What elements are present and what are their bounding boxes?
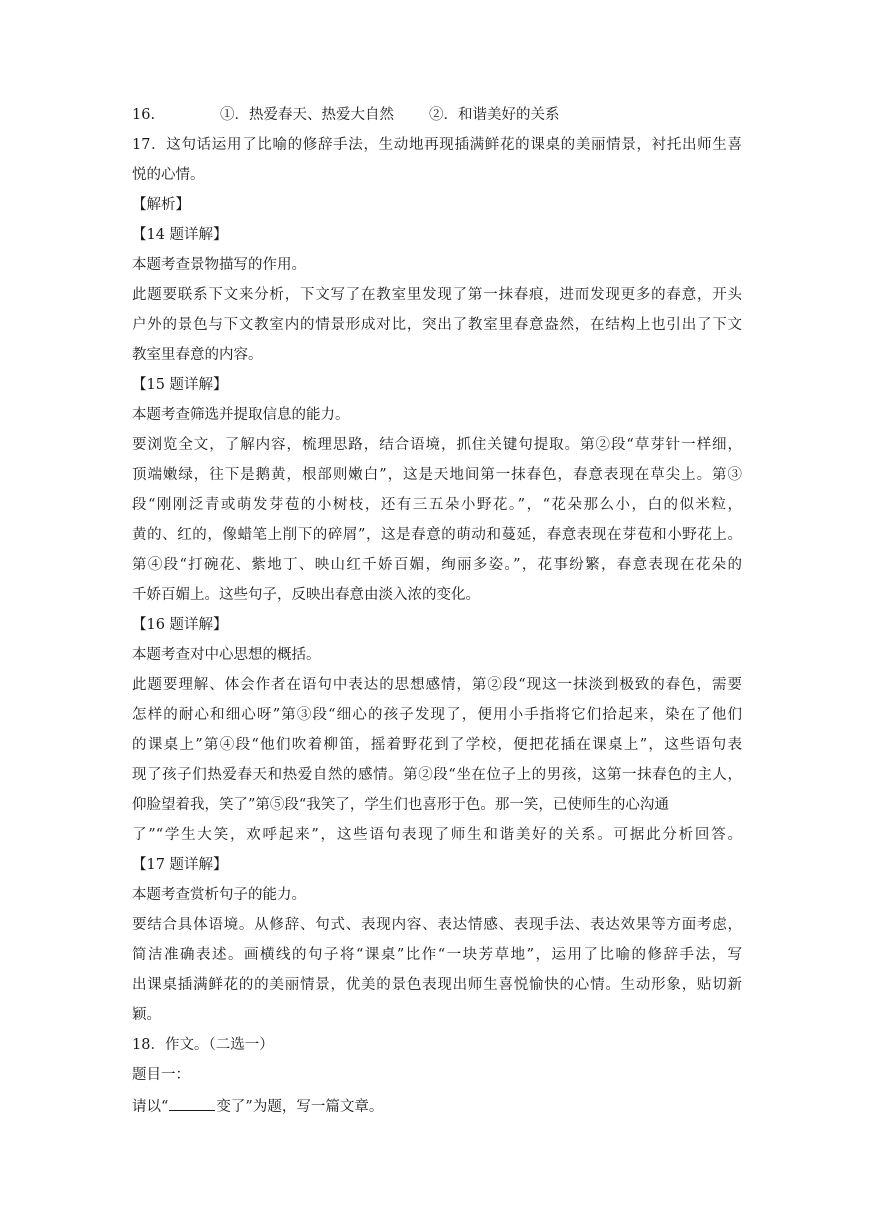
section-16-line: 了”“学生大笑，欢呼起来”，这些语句表现了师生和谐美好的关系。可据此分析回答。 [132,827,742,843]
q18-prompt-before: 请以“ [132,1099,169,1115]
section-15-line: 段“刚刚泛青或萌发芽苞的小树枝，还有三五朵小野花。”，“花朵那么小，白的似米粒， [132,497,742,513]
fill-in-blank [169,1096,215,1111]
section-17-line: 要结合具体语境。从修辞、句式、表现内容、表达情感、表现手法、表达效果等方面考虑， [132,917,742,933]
analysis-heading: 【解析】 [132,197,190,213]
section-16-line: 本题考查对中心思想的概括。 [132,647,321,663]
section-17-line: 简洁准确表述。画横线的句子将“课桌”比作“一块芳草地”，运用了比喻的修辞手法，写 [132,947,742,963]
section-14-line: 此题要联系下文来分析，下文写了在教室里发现了第一抹春痕，进而发现更多的春意，开头 [132,287,742,303]
section-15-heading: 【15 题详解】 [132,377,228,393]
section-17-line: 出课桌插满鲜花的的美丽情景，优美的景色表现出师生喜悦愉快的心情。生动形象，贴切新 [132,977,742,993]
section-14-heading: 【14 题详解】 [132,227,228,243]
section-16-heading: 【16 题详解】 [132,617,228,633]
section-15-line: 顶端嫩绿，往下是鹅黄，根部则嫩白”，这是天地间第一抹春色，春意表现在草尖上。第③ [132,467,742,483]
q17-answer-line-1: 17．这句话运用了比喻的修辞手法，生动地再现插满鲜花的课桌的美丽情景，衬托出师生喜 [132,137,742,153]
section-14-line: 教室里春意的内容。 [132,347,263,363]
q16-answer-1: ①．热爱春天、热爱大自然 [220,107,394,123]
section-15-line: 第④段“打碗花、紫地丁、映山红千娇百媚，绚丽多姿。”，花事纷繁，春意表现在花朵的 [132,557,742,573]
section-16-line: 此题要理解、体会作者在语句中表达的思想感情，第②段“现这一抹淡到极致的春色，需要 [132,677,742,693]
section-14-line: 本题考查景物描写的作用。 [132,257,306,273]
q18-prompt-after: 变了”为题，写一篇文章。 [216,1099,384,1115]
section-16-line: 现了孩子们热爱春天和热爱自然的感情。第②段“坐在位子上的男孩，这第一抹春色的主人， [132,767,742,783]
section-16-line: 怎样的耐心和细心呀”第③段“细心的孩子发现了，便用小手指将它们拾起来，染在了他们 [132,707,742,723]
q18-title: 18．作文。（二选一） [132,1037,274,1053]
section-15-line: 黄的、红的，像蜡笔上削下的碎屑”，这是春意的萌动和蔓延，春意表现在芽苞和小野花上。 [132,527,742,543]
q16-answer-2: ②．和谐美好的关系 [429,107,560,123]
section-15-line: 千娇百媚上。这些句子，反映出春意由淡入浓的变化。 [132,587,480,603]
section-16-line: 的课桌上”第④段“他们吹着柳笛，摇着野花到了学校，便把花插在课桌上”，这些语句表 [132,737,742,753]
q18-prompt [132,1096,742,1116]
q16-number: 16. [132,107,156,123]
section-16-line: 仰脸望着我，笑了”第⑤段“我笑了，学生们也喜形于色。那一笑，已使师生的心沟通 [132,797,669,813]
section-17-line: 颖。 [132,1007,161,1023]
q17-answer-line-2: 悦的心情。 [132,167,205,183]
q18-topic-label: 题目一： [132,1067,190,1083]
section-14-line: 户外的景色与下文教室内的情景形成对比，突出了教室里春意盎然，在结构上也引出了下文 [132,317,742,333]
section-17-heading: 【17 题详解】 [132,857,228,873]
section-15-line: 本题考查筛选并提取信息的能力。 [132,407,350,423]
section-17-line: 本题考查赏析句子的能力。 [132,887,306,903]
section-15-line: 要浏览全文，了解内容，梳理思路，结合语境，抓住关键句提取。第②段“草芽针一样细， [132,437,742,453]
